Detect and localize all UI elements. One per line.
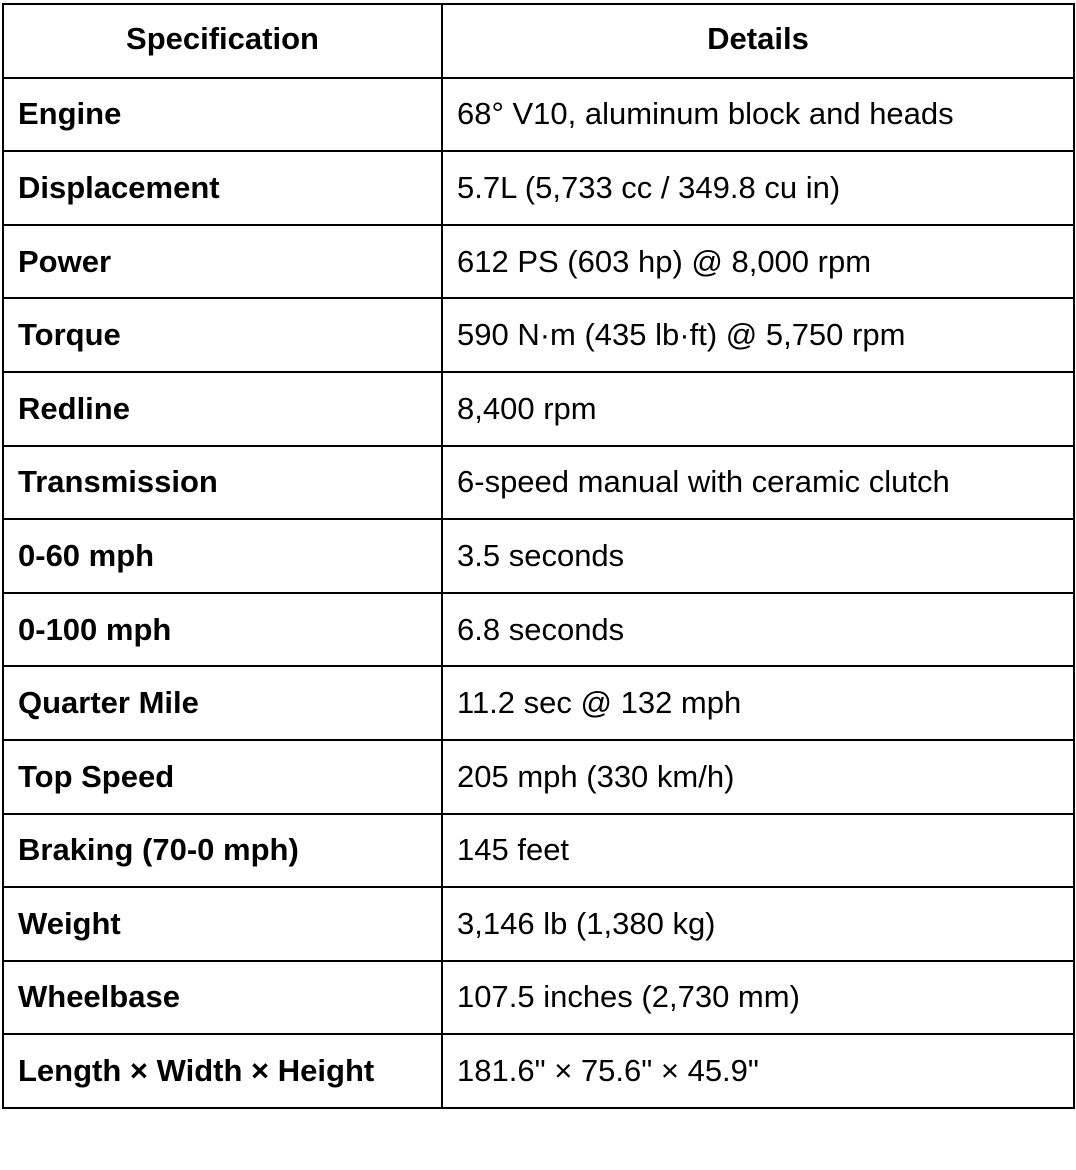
spec-label: Wheelbase — [3, 961, 442, 1035]
spec-label: Displacement — [3, 151, 442, 225]
spec-label: Quarter Mile — [3, 666, 442, 740]
table-row — [3, 666, 1074, 740]
table-row — [3, 814, 1074, 888]
spec-value: 3,146 lb (1,380 kg) — [442, 887, 1074, 961]
table-row — [3, 151, 1074, 225]
spec-label: Torque — [3, 298, 442, 372]
header-specification: Specification — [3, 4, 442, 78]
spec-value: 6.8 seconds — [442, 593, 1074, 667]
spec-label: Transmission — [3, 446, 442, 520]
spec-label: 0-60 mph — [3, 519, 442, 593]
table-header-row — [3, 4, 1074, 78]
spec-label: Length × Width × Height — [3, 1034, 442, 1108]
table-row — [3, 519, 1074, 593]
spec-table — [2, 3, 1075, 1109]
spec-label: Top Speed — [3, 740, 442, 814]
table-row — [3, 1034, 1074, 1108]
spec-value: 205 mph (330 km/h) — [442, 740, 1074, 814]
spec-value: 3.5 seconds — [442, 519, 1074, 593]
table-row — [3, 593, 1074, 667]
spec-label: Weight — [3, 887, 442, 961]
spec-value: 8,400 rpm — [442, 372, 1074, 446]
table-row — [3, 372, 1074, 446]
header-details: Details — [442, 4, 1074, 78]
spec-value: 107.5 inches (2,730 mm) — [442, 961, 1074, 1035]
spec-label: 0-100 mph — [3, 593, 442, 667]
table-row — [3, 225, 1074, 299]
spec-value: 6-speed manual with ceramic clutch — [442, 446, 1074, 520]
spec-value: 145 feet — [442, 814, 1074, 888]
spec-label: Redline — [3, 372, 442, 446]
spec-label: Power — [3, 225, 442, 299]
spec-value: 5.7L (5,733 cc / 349.8 cu in) — [442, 151, 1074, 225]
table-row — [3, 961, 1074, 1035]
spec-value: 612 PS (603 hp) @ 8,000 rpm — [442, 225, 1074, 299]
spec-value: 68° V10, aluminum block and heads — [442, 78, 1074, 152]
spec-value: 181.6" × 75.6" × 45.9" — [442, 1034, 1074, 1108]
table-row — [3, 78, 1074, 152]
spec-value: 11.2 sec @ 132 mph — [442, 666, 1074, 740]
spec-label: Braking (70-0 mph) — [3, 814, 442, 888]
table-row — [3, 446, 1074, 520]
spec-value: 590 N·m (435 lb·ft) @ 5,750 rpm — [442, 298, 1074, 372]
table-row — [3, 740, 1074, 814]
table-row — [3, 298, 1074, 372]
table-row — [3, 887, 1074, 961]
spec-label: Engine — [3, 78, 442, 152]
